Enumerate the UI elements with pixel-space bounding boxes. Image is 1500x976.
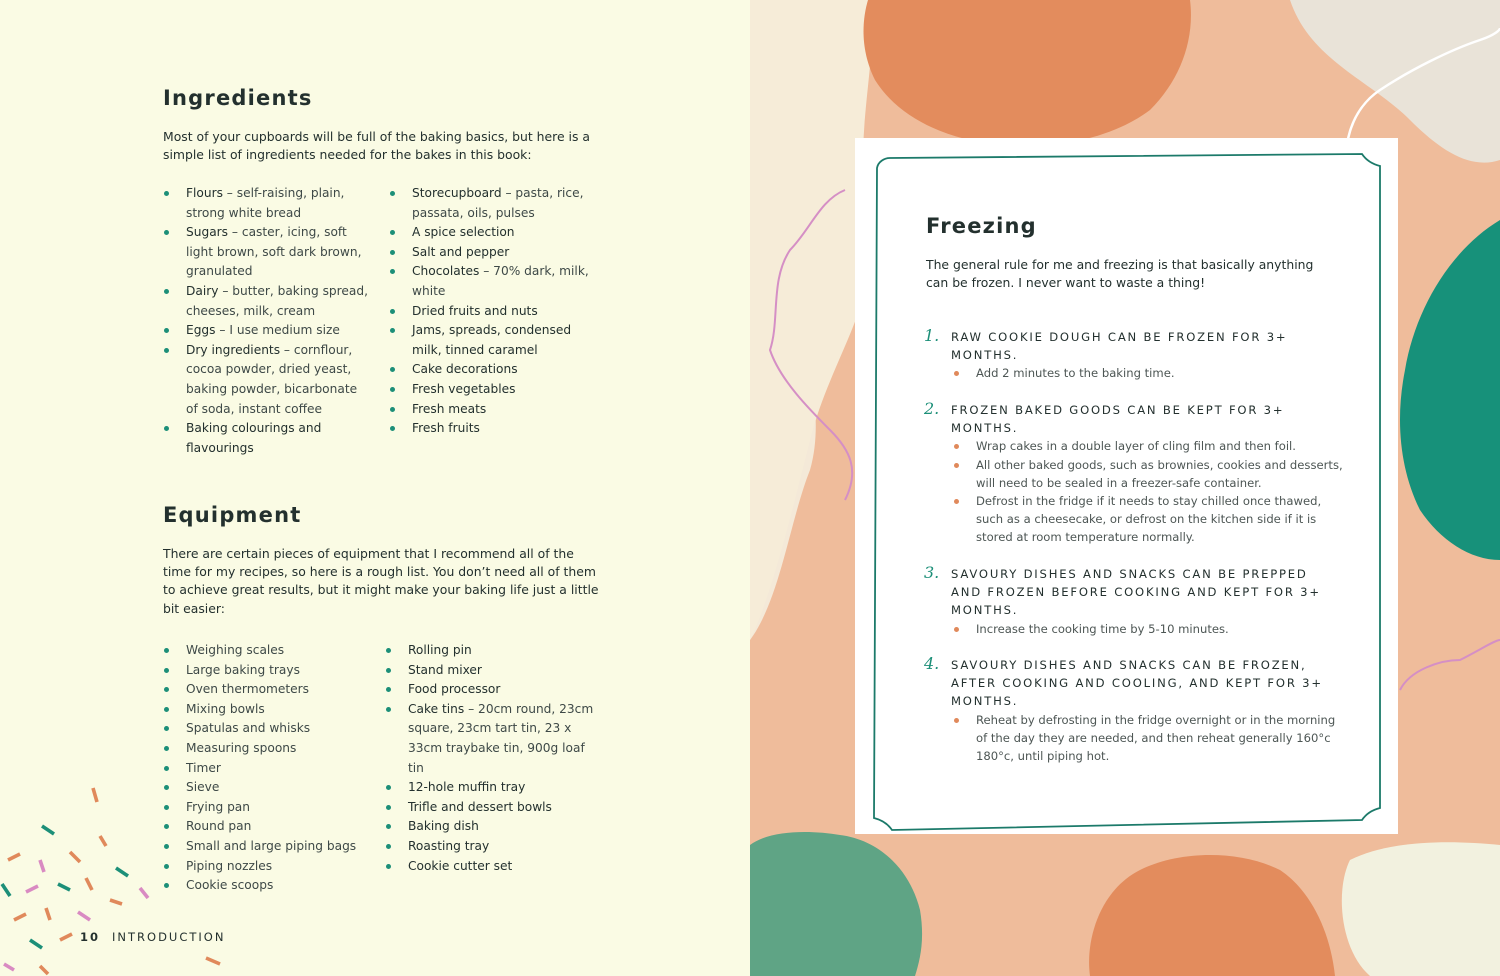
item-term: Cookie cutter set bbox=[408, 858, 513, 873]
item-term: Cake tins bbox=[408, 701, 465, 716]
list-item bbox=[389, 302, 594, 322]
list-item bbox=[385, 778, 595, 798]
item-detail: – caster, icing, soft light brown, soft dark brown, granulated bbox=[186, 225, 362, 279]
list-item bbox=[163, 419, 368, 458]
item-term: Chocolates bbox=[412, 264, 480, 279]
item-term: Eggs bbox=[186, 323, 216, 338]
item-detail: – I use medium size bbox=[215, 323, 340, 338]
list-item: Piping nozzles bbox=[163, 857, 373, 877]
freezing-item-1 bbox=[924, 328, 1344, 383]
freezing-heading: Freezing bbox=[926, 214, 1037, 238]
list-item bbox=[163, 223, 368, 282]
item-term: Rolling pin bbox=[408, 643, 472, 657]
item-number: 3. bbox=[924, 563, 940, 582]
item-term: Fresh fruits bbox=[412, 421, 480, 436]
item-term: Dried fruits and nuts bbox=[412, 303, 538, 318]
equipment-list-col1 bbox=[163, 641, 373, 896]
item-bullets bbox=[951, 437, 1344, 546]
list-item: Defrost in the fridge if it needs to stay chilled once thawed, such as a cheesecake, or defrost on the kitchen side if it is stored at room temperature normally. bbox=[951, 492, 1344, 547]
list-item: Large baking trays bbox=[163, 661, 373, 681]
list-item bbox=[389, 321, 594, 360]
freezing-item-2 bbox=[924, 401, 1344, 547]
list-item bbox=[385, 641, 595, 661]
item-term: Jams, spreads, condensed milk, tinned caramel bbox=[412, 323, 572, 357]
list-item bbox=[389, 223, 594, 243]
item-detail: – cornflour, cocoa powder, dried yeast, baking powder, bicarbonate of soda, instant coffee bbox=[186, 342, 358, 416]
list-item bbox=[385, 817, 595, 837]
freezing-item-3 bbox=[924, 565, 1344, 638]
list-item bbox=[389, 243, 594, 263]
page-number: 10 bbox=[80, 930, 101, 944]
equipment-list-col2 bbox=[385, 641, 595, 876]
item-detail: – self-raising, plain, strong white bread bbox=[186, 186, 345, 220]
item-detail: – 70% dark, milk, white bbox=[412, 264, 589, 298]
item-term: Sugars bbox=[186, 225, 229, 240]
ingredients-intro: Most of your cupboards will be full of the baking basics, but here is a simple list of ingredients needed for the bakes in this book: bbox=[163, 129, 590, 163]
list-item bbox=[163, 341, 368, 419]
list-item: Measuring spoons bbox=[163, 739, 373, 759]
item-term: Dry ingredients bbox=[186, 342, 281, 357]
item-number: 1. bbox=[924, 326, 940, 345]
list-item bbox=[163, 282, 368, 321]
item-term: Food processor bbox=[408, 682, 501, 697]
ingredients-heading: Ingredients bbox=[163, 86, 313, 110]
item-term: Baking colourings and flavourings bbox=[186, 421, 322, 455]
item-bullets bbox=[951, 364, 1344, 382]
item-detail: – 20cm round, 23cm square, 23cm tart tin, 23 x 33cm traybake tin, 900g loaf tin bbox=[408, 701, 594, 775]
list-item bbox=[385, 837, 595, 857]
list-item: Small and large piping bags bbox=[163, 837, 373, 857]
list-item bbox=[389, 262, 594, 301]
item-heading: SAVOURY DISHES AND SNACKS CAN BE FROZEN, AFTER COOKING AND COOLING, AND KEPT FOR 3+ MONTHS. bbox=[951, 658, 1323, 709]
list-item bbox=[389, 380, 594, 400]
freezing-item-4 bbox=[924, 656, 1344, 765]
item-term: Baking dish bbox=[408, 819, 479, 834]
item-bullets bbox=[951, 711, 1344, 766]
item-term: Cake decorations bbox=[412, 362, 518, 377]
list-item: Sieve bbox=[163, 778, 373, 798]
item-term: Dairy bbox=[186, 283, 219, 298]
page-footer bbox=[80, 930, 225, 944]
equipment-heading: Equipment bbox=[163, 503, 302, 527]
item-term: Fresh vegetables bbox=[412, 381, 516, 396]
list-item: All other baked goods, such as brownies, cookies and desserts, will need to be sealed in a freezer-safe container. bbox=[951, 456, 1344, 492]
list-item: Reheat by defrosting in the fridge overnight or in the morning of the day they are needed, and then reheat generally 160°c 180°c, until piping hot. bbox=[951, 711, 1344, 766]
item-detail: – pasta, rice, passata, oils, pulses bbox=[412, 186, 584, 220]
list-item bbox=[389, 400, 594, 420]
item-bullets bbox=[951, 620, 1344, 638]
list-item bbox=[385, 700, 595, 778]
item-term: Stand mixer bbox=[408, 662, 482, 677]
section-name: INTRODUCTION bbox=[112, 930, 226, 944]
list-item: Spatulas and whisks bbox=[163, 719, 373, 739]
list-item bbox=[389, 419, 594, 439]
item-heading: SAVOURY DISHES AND SNACKS CAN BE PREPPED AND FROZEN BEFORE COOKING AND KEPT FOR 3+ MONTHS. bbox=[951, 567, 1321, 618]
list-item bbox=[163, 184, 368, 223]
item-term: Flours bbox=[186, 186, 223, 200]
list-item bbox=[385, 857, 595, 877]
list-item bbox=[385, 680, 595, 700]
item-term: Trifle and dessert bowls bbox=[408, 799, 552, 814]
item-heading: FROZEN BAKED GOODS CAN BE KEPT FOR 3+ MONTHS. bbox=[951, 403, 1285, 436]
ingredients-list-col1 bbox=[163, 184, 368, 458]
equipment-intro: There are certain pieces of equipment that I recommend all of the time for my recipes, so here is a rough list. You don’t need all of them to achieve great results, but it might make your baking life just a little bit easier: bbox=[163, 546, 599, 616]
list-item: Cookie scoops bbox=[163, 876, 373, 896]
item-detail: – butter, baking spread, cheeses, milk, cream bbox=[186, 283, 368, 318]
list-item: Mixing bowls bbox=[163, 700, 373, 720]
list-item: Wrap cakes in a double layer of cling film and then foil. bbox=[951, 437, 1344, 455]
item-term: Fresh meats bbox=[412, 401, 487, 416]
item-heading: RAW COOKIE DOUGH CAN BE FROZEN FOR 3+ MONTHS. bbox=[951, 330, 1288, 363]
item-term: 12-hole muffin tray bbox=[408, 780, 526, 795]
item-term: Storecupboard bbox=[412, 186, 502, 200]
ingredients-list-col2 bbox=[389, 184, 594, 439]
list-item bbox=[389, 360, 594, 380]
list-item bbox=[163, 321, 368, 341]
freezing-intro: The general rule for me and freezing is that basically anything can be frozen. I never want to waste a thing! bbox=[926, 257, 1314, 291]
list-item: Oven thermometers bbox=[163, 680, 373, 700]
list-item: Add 2 minutes to the baking time. bbox=[951, 364, 1344, 382]
list-item bbox=[385, 661, 595, 681]
item-term: Salt and pepper bbox=[412, 244, 510, 259]
list-item: Round pan bbox=[163, 817, 373, 837]
item-number: 2. bbox=[924, 399, 940, 418]
list-item: Frying pan bbox=[163, 798, 373, 818]
item-term: A spice selection bbox=[412, 225, 515, 240]
list-item: Weighing scales bbox=[163, 641, 373, 661]
list-item: Timer bbox=[163, 759, 373, 779]
item-number: 4. bbox=[924, 654, 940, 673]
item-term: Roasting tray bbox=[408, 838, 490, 853]
list-item bbox=[389, 184, 594, 223]
list-item bbox=[385, 798, 595, 818]
list-item: Increase the cooking time by 5-10 minutes. bbox=[951, 620, 1344, 638]
